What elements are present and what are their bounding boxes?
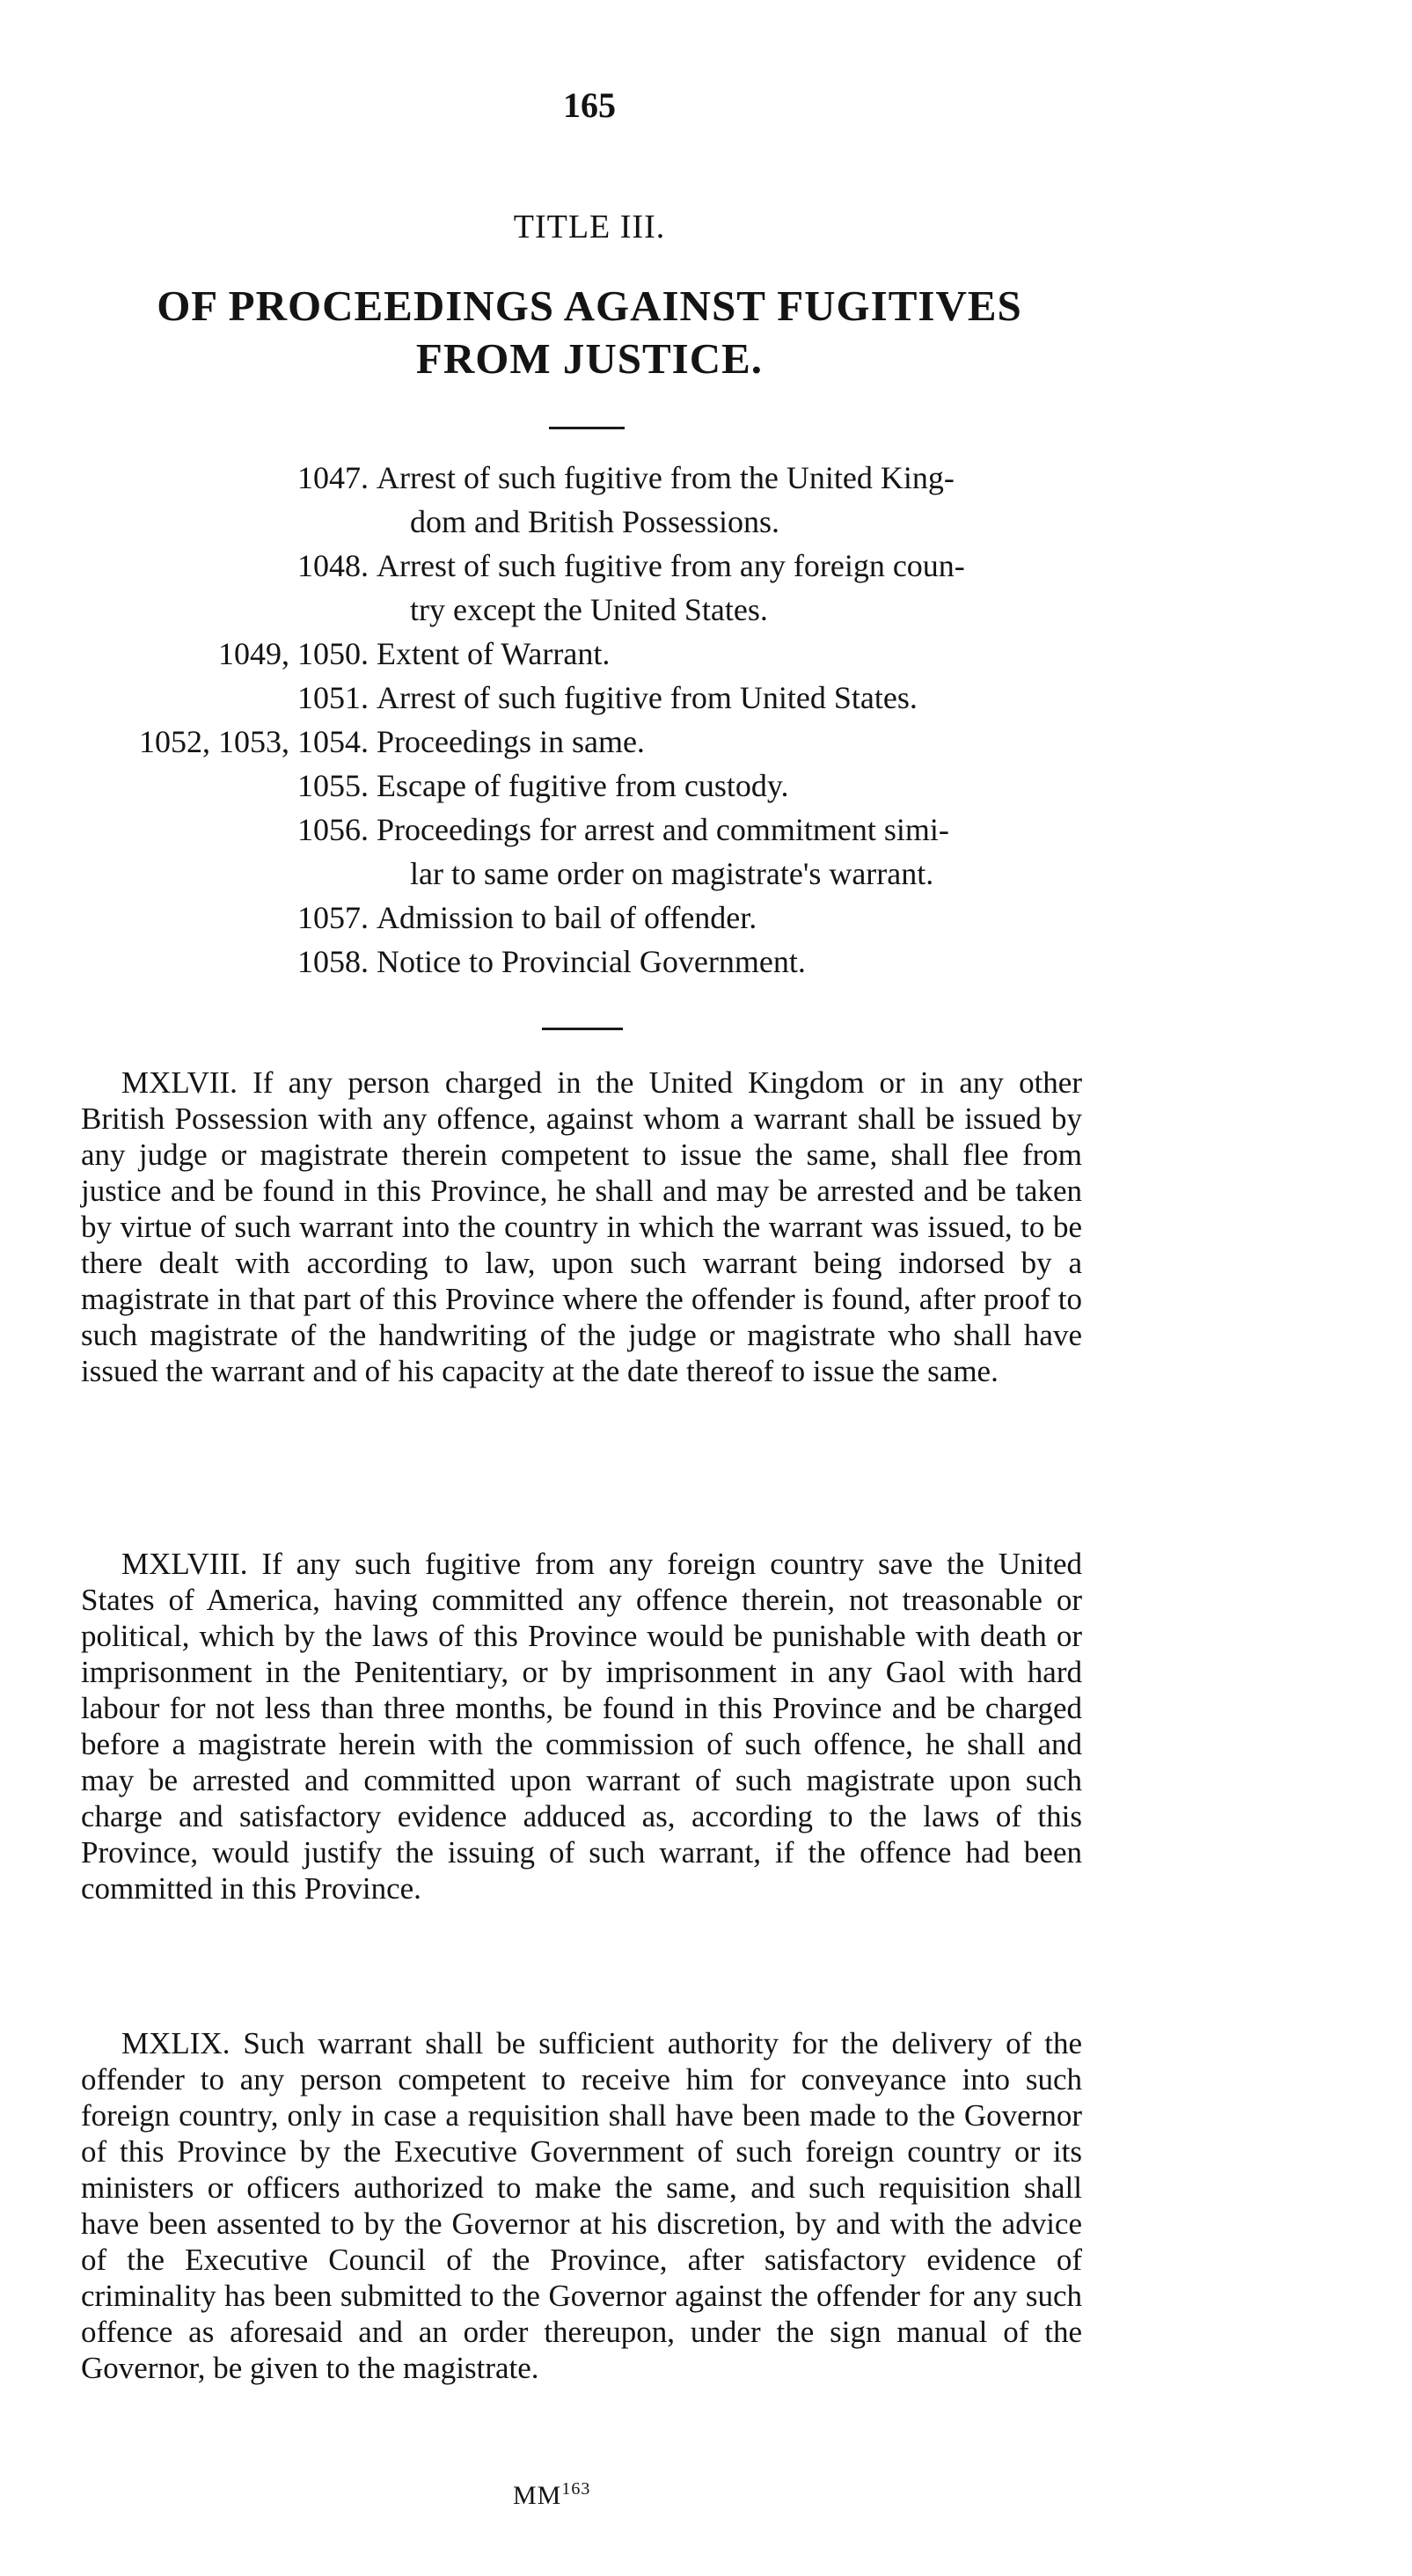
toc-entry [0,632,1412,676]
toc-entry-continuation [0,500,1412,544]
toc-text: dom and British Possessions. [410,504,780,539]
table-of-contents [0,456,1412,984]
toc-entry-continuation [0,852,1412,896]
title-label: TITLE III. [513,209,666,245]
toc-entry [0,940,1412,984]
heading-line-1: OF PROCEEDINGS AGAINST FUGITIVES [157,282,1022,330]
toc-entry [0,896,1412,940]
toc-entry [0,808,1412,852]
toc-text: Arrest of such fugitive from any foreign coun- [377,548,965,583]
toc-text: Arrest of such fugitive from the United King- [377,460,955,495]
paragraph-text: MXLVII. If any person charged in the United Kingdom or in any other British Possession with any offence, against whom a warrant shall be issued by any judge or magistrate therein competent to issue the same, shall flee from justice and be found in this Province, he shall and may be arrested and be taken by virtue of such warrant into the country in which the warrant was issued, to be there dealt with according to law, upon such warrant being indorsed by a magistrate in that part of this Province where the offender is found, after proof to such magistrate of the handwriting of the judge or magistrate who shall have issued the warrant and of his capacity at the date thereof to issue the same. [81,1065,1082,1388]
toc-entry [0,720,1412,764]
toc-text: Extent of Warrant. [377,636,611,671]
toc-number: 1051. [297,680,369,715]
toc-entry [0,544,1412,588]
toc-text: lar to same order on magistrate's warrant. [410,856,934,891]
section-paragraph-mxlviii [81,1546,1082,1906]
signature-base: MM [513,2481,562,2510]
paragraph-text: MXLIX. Such warrant shall be sufficient authority for the delivery of the offender to any person competent to receive him for conveyance into such foreign country, only in case a requisition shall have been made to the Governor of this Province by the Executive Government of such foreign country or its ministers or officers authorized to make the same, and such requisition shall have been assented to by the Governor at his discretion, by and with the advice of the Executive Council of the Province, after satisfactory evidence of criminality has been submitted to the Governor against the offender for any such offence as aforesaid and an order thereupon, under the sign manual of the Governor, be given to the magistrate. [81,2026,1082,2385]
page-number: 165 [563,85,616,125]
toc-number: 1058. [297,944,369,979]
divider-rule-top [549,427,625,429]
toc-entry [0,456,1412,500]
signature-superscript: 163 [561,2479,591,2499]
toc-text: try except the United States. [410,592,768,627]
toc-text: Proceedings in same. [377,724,645,759]
paragraph-text: MXLVIII. If any such fugitive from any foreign country save the United States of America, having committed any offence therein, not treasonable or political, which by the laws of this Province would be punishable with death or imprisonment in the Penitentiary, or by imprisonment in any Gaol with hard labour for not less than three months, be found in this Province and be charged before a magistrate herein with the commission of such offence, he shall and may be arrested and committed upon warrant of such magistrate upon such charge and satisfactory evidence adduced as, according to the laws of this Province, would justify the issuing of such warrant, if the offence had been committed in this Province. [81,1547,1082,1906]
heading-line-2: FROM JUSTICE. [415,334,764,383]
toc-text: Escape of fugitive from custody. [377,768,789,803]
toc-number: 1057. [297,900,369,935]
divider-rule-bottom [542,1028,623,1030]
toc-text: Admission to bail of offender. [377,900,757,935]
signature-mark [513,2479,590,2511]
toc-number: 1049, 1050. [218,636,369,671]
toc-number: 1047. [297,460,369,495]
toc-entry [0,764,1412,808]
toc-number: 1052, 1053, 1054. [139,724,369,759]
toc-entry-continuation [0,588,1412,632]
section-paragraph-mxlvii [81,1065,1082,1389]
section-heading [123,280,1056,385]
section-paragraph-mxlix [81,2025,1082,2386]
toc-number: 1055. [297,768,369,803]
toc-number: 1048. [297,548,369,583]
toc-number: 1056. [297,812,369,847]
toc-text: Proceedings for arrest and commitment simi- [377,812,949,847]
toc-text: Arrest of such fugitive from United States. [377,680,918,715]
toc-entry [0,676,1412,720]
toc-text: Notice to Provincial Government. [377,944,806,979]
